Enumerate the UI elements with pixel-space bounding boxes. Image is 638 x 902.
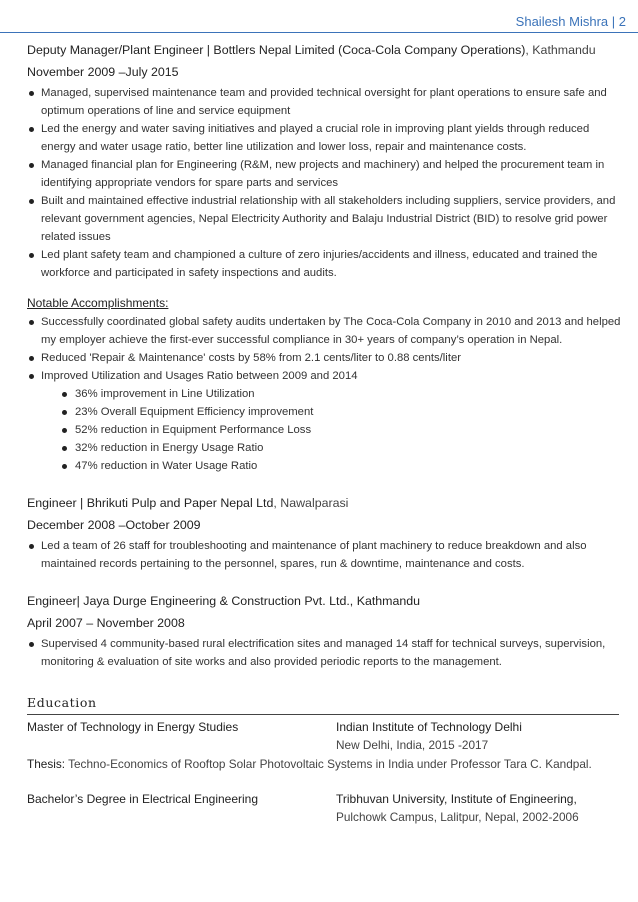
list-item: Built and maintained effective industrial relationship with all stakeholders including suppliers, service providers, and relevant government agencies, Nepal Electricity Authority and Balaju Industrial District (BID) to resolve grid power related issues [27, 192, 623, 246]
job-dates: November 2009 –July 2015 [27, 65, 179, 79]
resume-content [27, 41, 623, 826]
header-name-page-number: Shailesh Mishra | 2 [515, 14, 626, 29]
job-dates: April 2007 – November 2008 [27, 616, 185, 630]
job-title [27, 592, 623, 610]
accomplishment-list [27, 313, 623, 385]
job-title-text: Deputy Manager/Plant Engineer | Bottlers Nepal Limited (Coca-Cola Company Operations) [27, 43, 526, 57]
list-item: 32% reduction in Energy Usage Ratio [61, 439, 623, 457]
job-title-text: Engineer| Jaya Durge Engineering & Construction Pvt. Ltd., Kathmandu [27, 594, 421, 608]
job-entry [27, 592, 623, 671]
bachelors-institution-block [336, 790, 623, 826]
job-bullet-list [27, 84, 623, 282]
header-divider [0, 32, 638, 33]
page-header [0, 0, 638, 32]
list-item: Managed financial plan for Engineering (R&M, new projects and machinery) and helped the procurement team in identifying appropriate vendors for spare parts and services [27, 156, 623, 192]
masters-institution-block [336, 718, 623, 754]
list-item: Successfully coordinated global safety audits undertaken by The Coca-Cola Company in 2010 and 2013 and helped my employer achieve the first-ever successful compliance in 30+ years of company’s operation in Nepal. [27, 313, 623, 349]
thesis-label: Thesis: [27, 757, 66, 771]
job-location: , Nawalparasi [273, 496, 349, 510]
education-section [27, 694, 623, 826]
masters-row [27, 718, 623, 754]
bachelors-institution: Tribhuvan University, Institute of Engineering, [336, 792, 577, 806]
notable-accomplishments-heading: Notable Accomplishments: [27, 296, 169, 310]
list-item: Led a team of 26 staff for troubleshooting and maintenance of plant machinery to reduce breakdown and also maintained records pertaining to the personnel, spares, run & downtime, maintenance and costs. [27, 537, 623, 573]
job-title [27, 494, 623, 512]
masters-institution: Indian Institute of Technology Delhi [336, 720, 522, 734]
job-entry [27, 41, 623, 475]
list-item: Improved Utilization and Usages Ratio between 2009 and 2014 [27, 367, 623, 385]
masters-place-years: New Delhi, India, 2015 -2017 [336, 738, 489, 752]
job-title [27, 41, 623, 59]
list-item: 47% reduction in Water Usage Ratio [61, 457, 623, 475]
bachelors-row [27, 790, 623, 826]
job-entry [27, 494, 623, 573]
list-item: Led plant safety team and championed a culture of zero injuries/accidents and illness, educated and trained the workforce and participated in safety inspections and audits. [27, 246, 623, 282]
job-title-text: Engineer | Bhrikuti Pulp and Paper Nepal Ltd [27, 496, 274, 510]
list-item: Supervised 4 community-based rural electrification sites and managed 14 staff for technical surveys, supervision, monitoring & evaluation of site works and also provided periodic reports to the management. [27, 635, 623, 671]
bachelors-place-years: Pulchowk Campus, Lalitpur, Nepal, 2002-2006 [336, 810, 579, 824]
sub-accomplishment-list [27, 385, 623, 475]
job-dates: December 2008 –October 2009 [27, 518, 201, 532]
thesis-text: Techno-Economics of Rooftop Solar Photovoltaic Systems in India under Professor Tara C. Kandpal. [65, 757, 592, 771]
list-item: Led the energy and water saving initiatives and played a crucial role in improving plant yields through reduced energy and water usage ratio, better line utilization and lower loss, repair and maintenance costs. [27, 120, 623, 156]
list-item: 23% Overall Equipment Efficiency improvement [61, 403, 623, 421]
list-item: 36% improvement in Line Utilization [61, 385, 623, 403]
bachelors-degree: Bachelor’s Degree in Electrical Engineering [27, 792, 259, 806]
masters-degree: Master of Technology in Energy Studies [27, 720, 239, 734]
education-divider [27, 714, 619, 715]
job-bullet-list [27, 635, 623, 671]
list-item: Managed, supervised maintenance team and provided technical oversight for plant operations to ensure safe and optimum operations of line and service equipment [27, 84, 623, 120]
job-location: , Kathmandu [525, 43, 596, 57]
thesis-line [27, 755, 623, 773]
list-item: 52% reduction in Equipment Performance Loss [61, 421, 623, 439]
education-heading: Education [27, 695, 97, 710]
list-item: Reduced 'Repair & Maintenance' costs by 58% from 2.1 cents/liter to 0.88 cents/liter [27, 349, 623, 367]
job-bullet-list [27, 537, 623, 573]
